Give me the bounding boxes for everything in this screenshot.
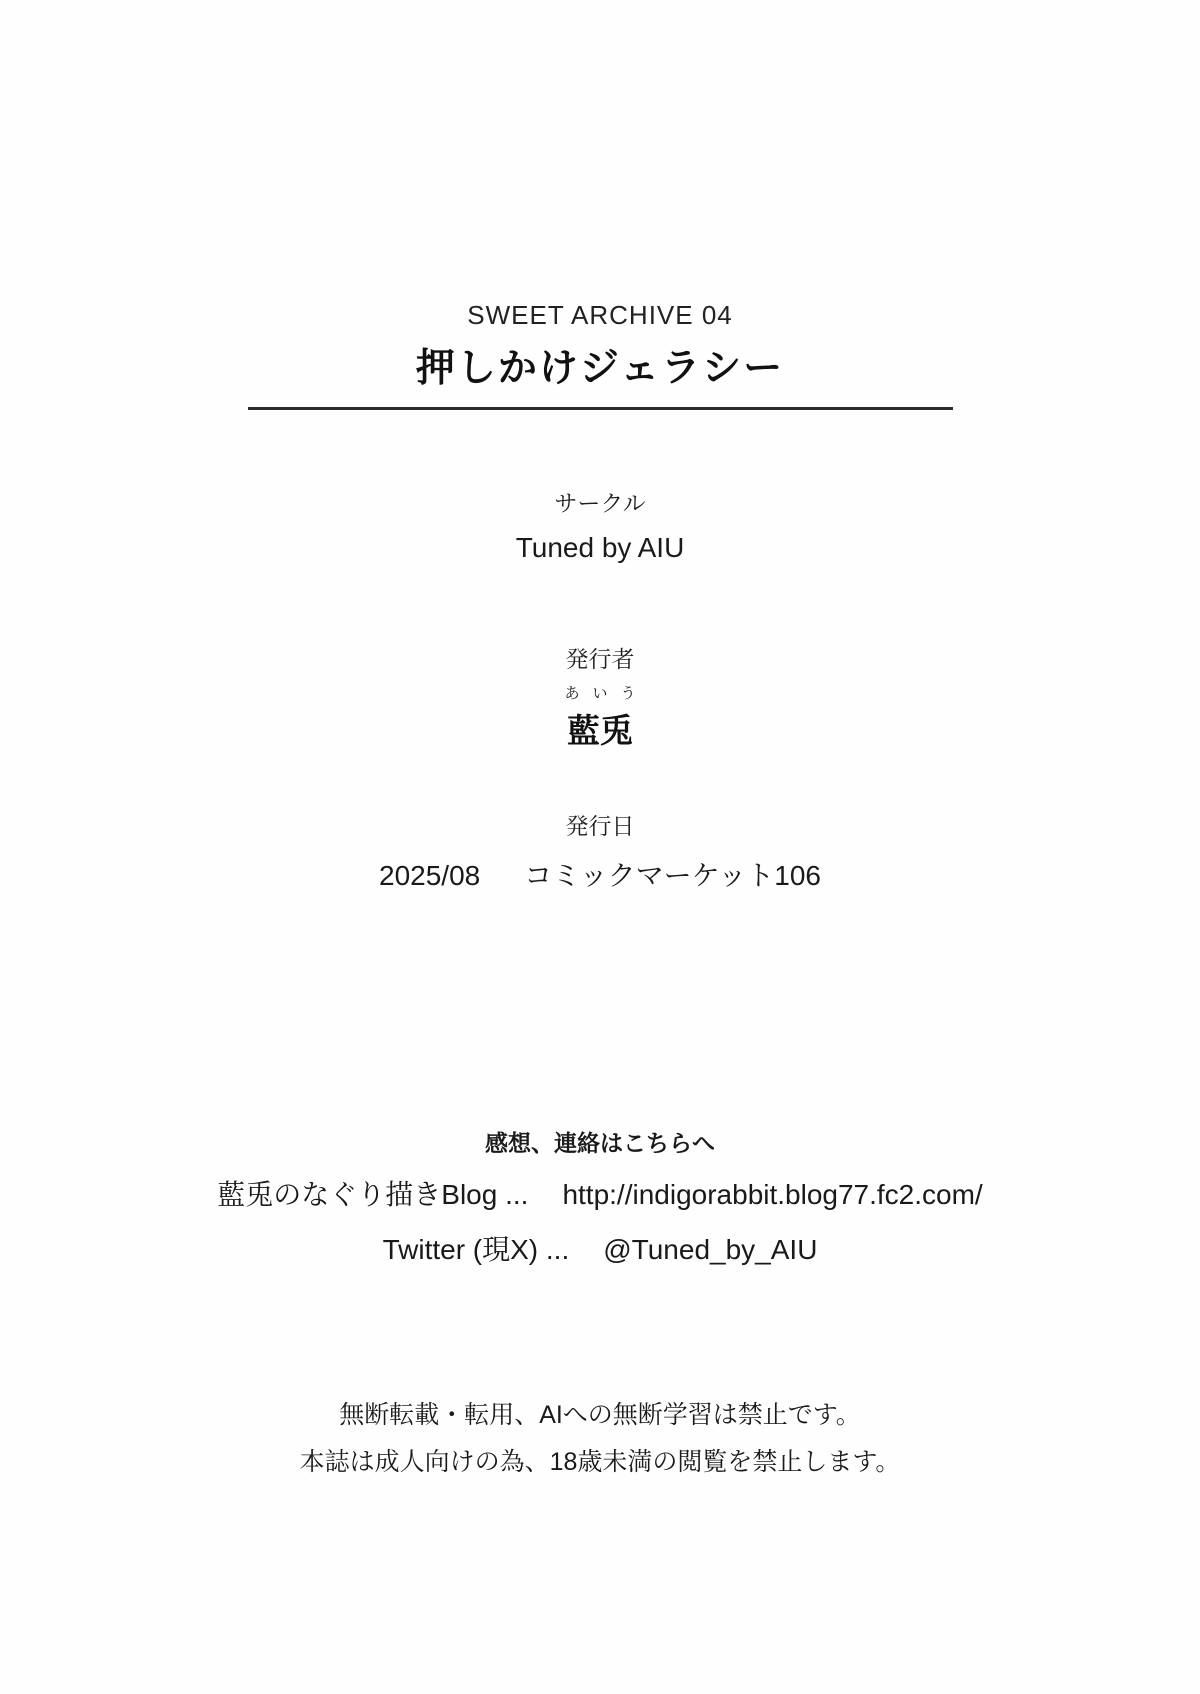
publisher-label: 発行者 — [565, 646, 635, 672]
contact-block — [0, 1125, 1200, 1268]
publication-event: コミックマーケット106 — [524, 860, 821, 891]
book-title: 押しかけジェラシー — [415, 347, 785, 390]
contact-heading: 感想、連絡はこちらへ — [485, 1130, 715, 1156]
circle-name: Tuned by AIU — [515, 532, 685, 563]
title-block — [0, 300, 1200, 410]
publication-block — [0, 808, 1200, 894]
twitter-handle: @Tuned_by_AIU — [603, 1234, 818, 1265]
publication-date-line — [0, 854, 1200, 894]
disclaimer-block — [0, 1395, 1200, 1478]
circle-label: サークル — [554, 490, 646, 516]
blog-line — [0, 1173, 1200, 1213]
circle-block — [0, 485, 1200, 564]
disclaimer-line-2: 本誌は成人向けの為、18歳未満の閲覧を禁止します。 — [299, 1448, 901, 1476]
publisher-name: 藍兎 — [567, 712, 633, 749]
publication-label: 発行日 — [565, 813, 635, 839]
twitter-line — [0, 1228, 1200, 1268]
title-divider — [248, 407, 953, 410]
publisher-furigana: あいう — [564, 685, 649, 702]
publisher-block — [0, 641, 1200, 752]
disclaimer-line-1: 無断転載・転用、AIへの無断学習は禁止です。 — [339, 1401, 861, 1429]
publication-date: 2025/08 — [379, 860, 481, 891]
blog-url: http://indigorabbit.blog77.fc2.com/ — [562, 1179, 983, 1210]
twitter-label: Twitter (現X) ... — [382, 1234, 570, 1265]
blog-label: 藍兎のなぐり描きBlog ... — [217, 1179, 529, 1210]
series-title: SWEET ARCHIVE 04 — [467, 300, 733, 330]
